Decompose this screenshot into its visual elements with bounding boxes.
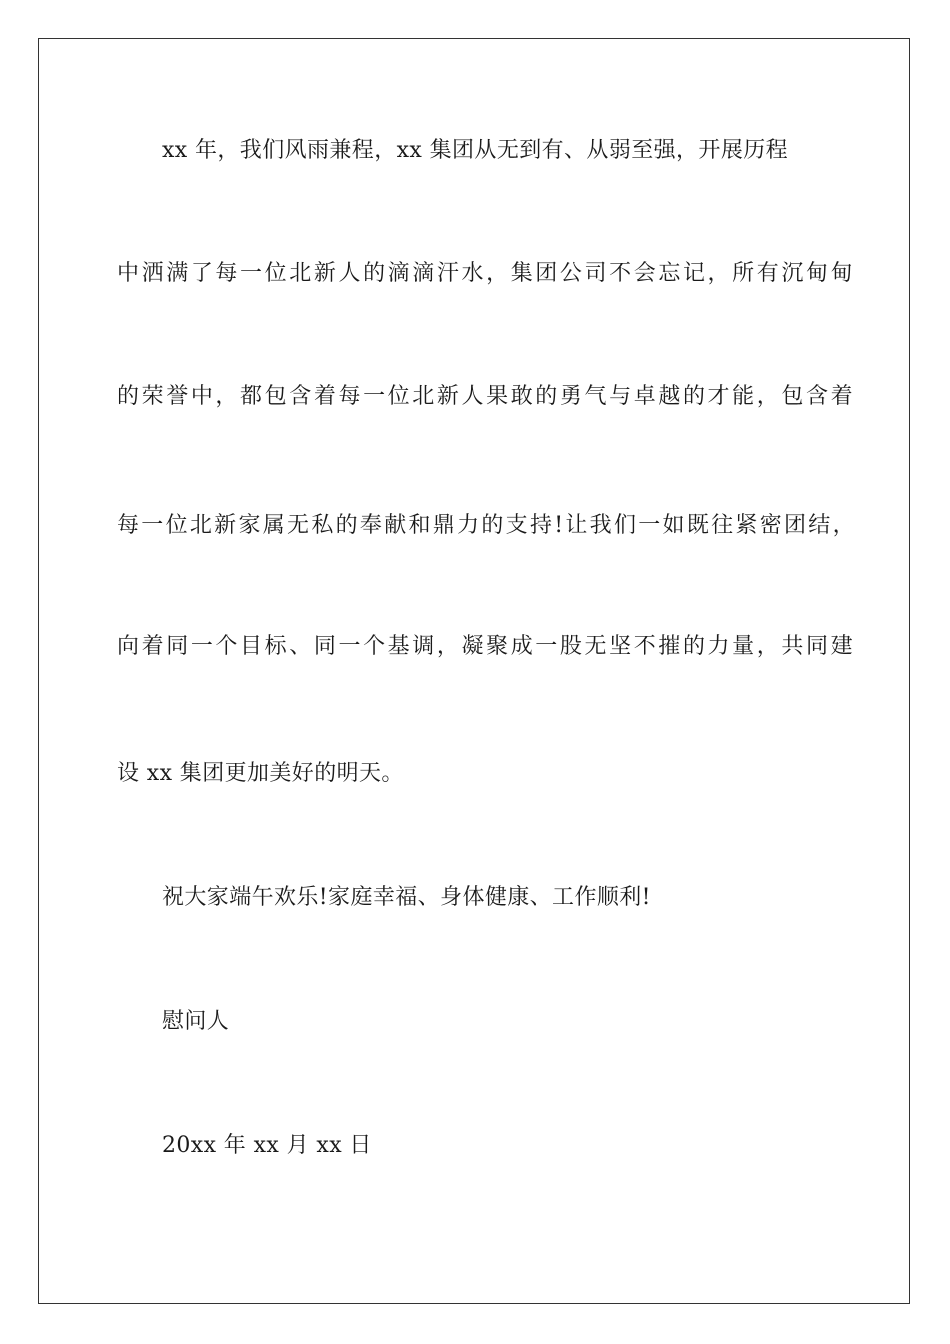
paragraph-line-2: 中洒满了每一位北新人的滴滴汗水，集团公司不会忘记，所有沉甸甸 bbox=[117, 261, 853, 286]
paragraph-line-5: 向着同一个目标、同一个基调，凝聚成一股无坚不摧的力量，共同建 bbox=[117, 634, 853, 659]
paragraph-line-1: xx 年，我们风雨兼程，xx 集团从无到有、从弱至强，开展历程 bbox=[162, 138, 789, 163]
date-line: 20xx 年 xx 月 xx 日 bbox=[162, 1133, 372, 1158]
paragraph-line-6: 设 xx 集团更加美好的明天。 bbox=[117, 761, 404, 786]
paragraph-line-3: 的荣誉中，都包含着每一位北新人果敢的勇气与卓越的才能，包含着 bbox=[117, 384, 853, 409]
page-border bbox=[38, 38, 910, 1304]
paragraph-line-4: 每一位北新家属无私的奉献和鼎力的支持!让我们一如既往紧密团结， bbox=[117, 513, 855, 538]
greeting-line: 祝大家端午欢乐!家庭幸福、身体健康、工作顺利! bbox=[162, 885, 651, 910]
signature-line: 慰问人 bbox=[162, 1009, 230, 1034]
